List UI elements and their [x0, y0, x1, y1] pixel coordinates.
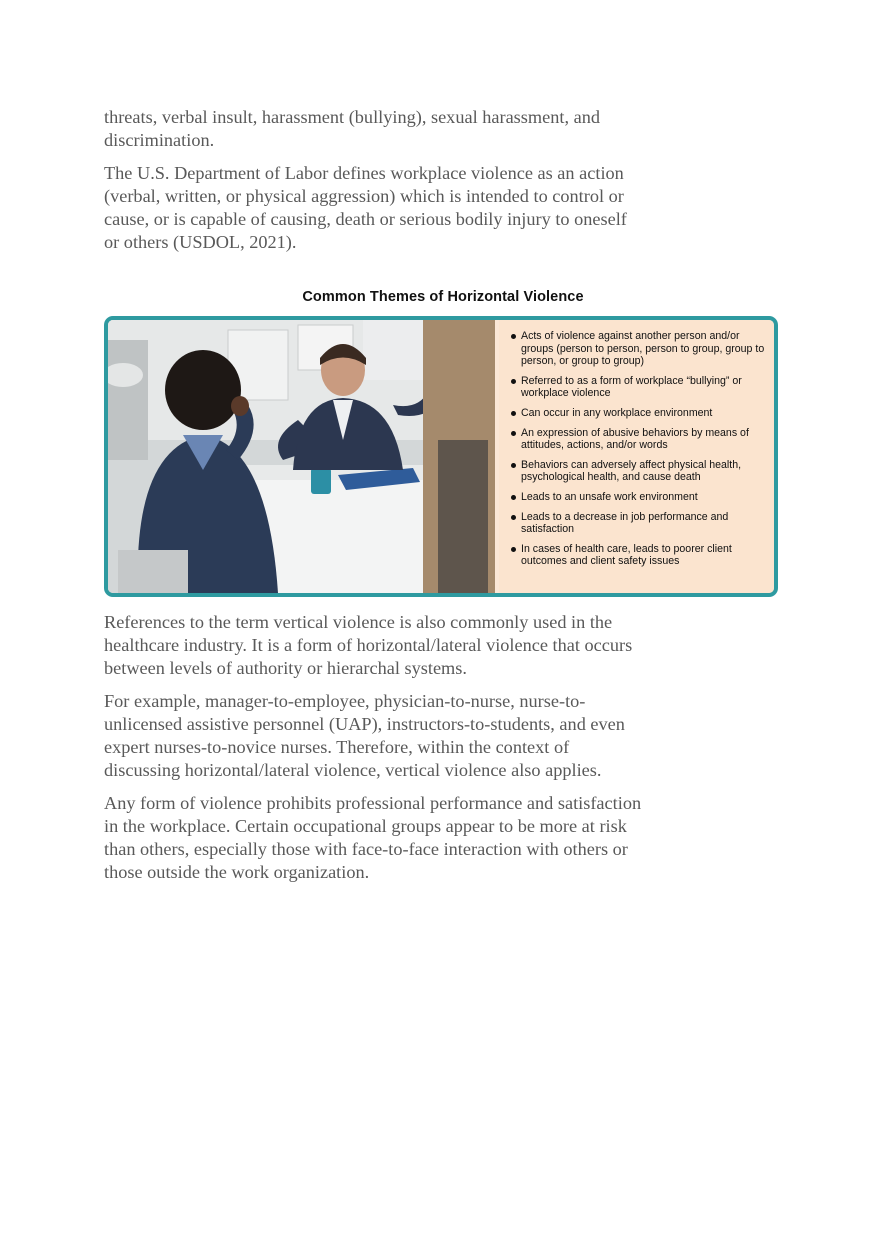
office-conflict-photo [108, 320, 495, 593]
themes-list [511, 330, 768, 568]
paragraph: For example, manager-to-employee, physician-to-nurse, nurse-to-unlicensed assistive personnel (UAP), instructors-to-students, and even expert nurses-to-novice nurses. Therefore, within the context of discussing horizontal/lateral violence, vertical violence also applies. [104, 691, 625, 780]
themes-list-panel [499, 320, 774, 593]
list-item: In cases of health care, leads to poorer client outcomes and client safety issues [511, 543, 768, 568]
paragraph: threats, verbal insult, harassment (bullying), sexual harassment, and discrimination. [104, 107, 601, 150]
figure-frame [104, 316, 778, 597]
body-text-top [104, 106, 644, 264]
list-item: Acts of violence against another person and/or groups (person to person, person to group, group to person, or group to group) [511, 330, 768, 368]
paragraph: The U.S. Department of Labor defines workplace violence as an action (verbal, written, or physical aggression) which is intended to control or cause, or is capable of causing, death or serious bodily injury to oneself or others (USDOL, 2021). [104, 163, 627, 252]
list-item: Leads to a decrease in job performance and satisfaction [511, 511, 768, 536]
horizontal-violence-figure [104, 289, 778, 568]
body-text-bottom [104, 611, 644, 894]
list-item: Can occur in any workplace environment [511, 407, 768, 420]
list-item: Leads to an unsafe work environment [511, 491, 768, 504]
figure-title: Common Themes of Horizontal Violence [302, 289, 584, 305]
paragraph: Any form of violence prohibits professional performance and satisfaction in the workplace. Certain occupational groups appear to be more at risk than others, especially those with face-to-face interaction with others or those outside the work organization. [104, 793, 642, 882]
paragraph: References to the term vertical violence is also commonly used in the healthcare industry. It is a form of horizontal/lateral violence that occurs between levels of authority or hierarchal systems. [104, 612, 633, 678]
list-item: An expression of abusive behaviors by means of attitudes, actions, and/or words [511, 427, 768, 452]
list-item: Behaviors can adversely affect physical health, psychological health, and cause death [511, 459, 768, 484]
list-item: Referred to as a form of workplace “bullying” or workplace violence [511, 375, 768, 400]
